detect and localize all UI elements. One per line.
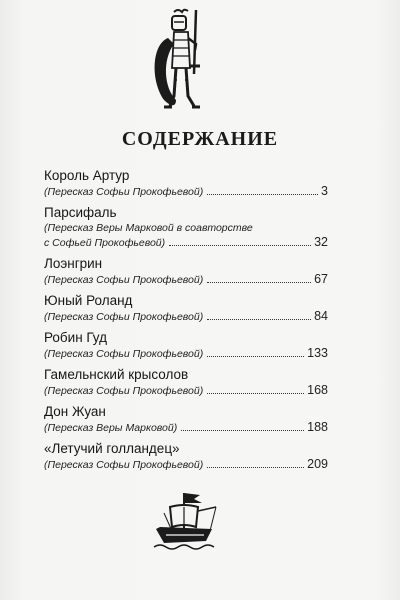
dot-leader <box>207 319 311 320</box>
dot-leader <box>207 194 318 195</box>
entry-credit: (Пересказ Софьи Прокофьевой) <box>44 459 204 471</box>
ship-icon <box>150 491 222 551</box>
entry-title: Парсифаль <box>44 205 117 220</box>
toc-entry <box>44 367 328 398</box>
entry-title: «Летучий голландец» <box>44 441 180 456</box>
entry-title: Юный Роланд <box>44 293 133 308</box>
toc-entry <box>44 168 328 199</box>
entry-title: Король Артур <box>44 168 130 183</box>
entry-page-number: 133 <box>307 346 328 360</box>
entry-page-number: 168 <box>307 383 328 397</box>
entry-credit: (Пересказ Софьи Прокофьевой) <box>44 348 204 360</box>
dot-leader <box>169 245 311 246</box>
entry-credit-line <box>44 309 328 324</box>
dot-leader <box>207 282 311 283</box>
entry-credit: (Пересказ Веры Марковой в соавторстве <box>44 222 253 234</box>
toc-entry <box>44 205 328 250</box>
page-title: СОДЕРЖАНИЕ <box>121 128 279 150</box>
toc-entry <box>44 330 328 361</box>
toc-entry <box>44 256 328 287</box>
entry-credit-line <box>44 420 328 435</box>
entry-credit: (Пересказ Софьи Прокофьевой) <box>44 186 204 198</box>
entry-credit: (Пересказ Софьи Прокофьевой) <box>44 311 204 323</box>
entry-page-number: 188 <box>307 420 328 434</box>
toc-entry <box>44 404 328 435</box>
entry-credit: (Пересказ Веры Марковой) <box>44 422 178 434</box>
entry-credit: (Пересказ Софьи Прокофьевой) <box>44 385 204 397</box>
entry-title: Робин Гуд <box>44 330 107 345</box>
entry-credit-line <box>44 457 328 472</box>
entry-page-number: 3 <box>321 184 328 198</box>
toc-entry <box>44 293 328 324</box>
entry-title: Гамельнский крысолов <box>44 367 189 382</box>
toc-entry <box>44 441 328 472</box>
entry-credit-line <box>44 346 328 361</box>
entry-title: Лоэнгрин <box>44 256 103 271</box>
entry-credit-line <box>44 383 328 398</box>
table-of-contents <box>44 168 328 478</box>
dot-leader <box>207 393 304 394</box>
dot-leader <box>181 430 304 431</box>
entry-title: Дон Жуан <box>44 404 106 419</box>
entry-page-number: 67 <box>314 272 328 286</box>
entry-page-number: 32 <box>314 235 328 249</box>
dot-leader <box>207 356 304 357</box>
entry-credit-line <box>44 235 328 250</box>
knight-icon <box>150 8 216 114</box>
entry-credit: (Пересказ Софьи Прокофьевой) <box>44 274 204 286</box>
entry-page-number: 84 <box>314 309 328 323</box>
entry-page-number: 209 <box>307 457 328 471</box>
dot-leader <box>207 467 304 468</box>
entry-credit-line <box>44 272 328 287</box>
entry-credit-line <box>44 184 328 199</box>
entry-credit: с Софьей Прокофьевой) <box>44 237 166 249</box>
